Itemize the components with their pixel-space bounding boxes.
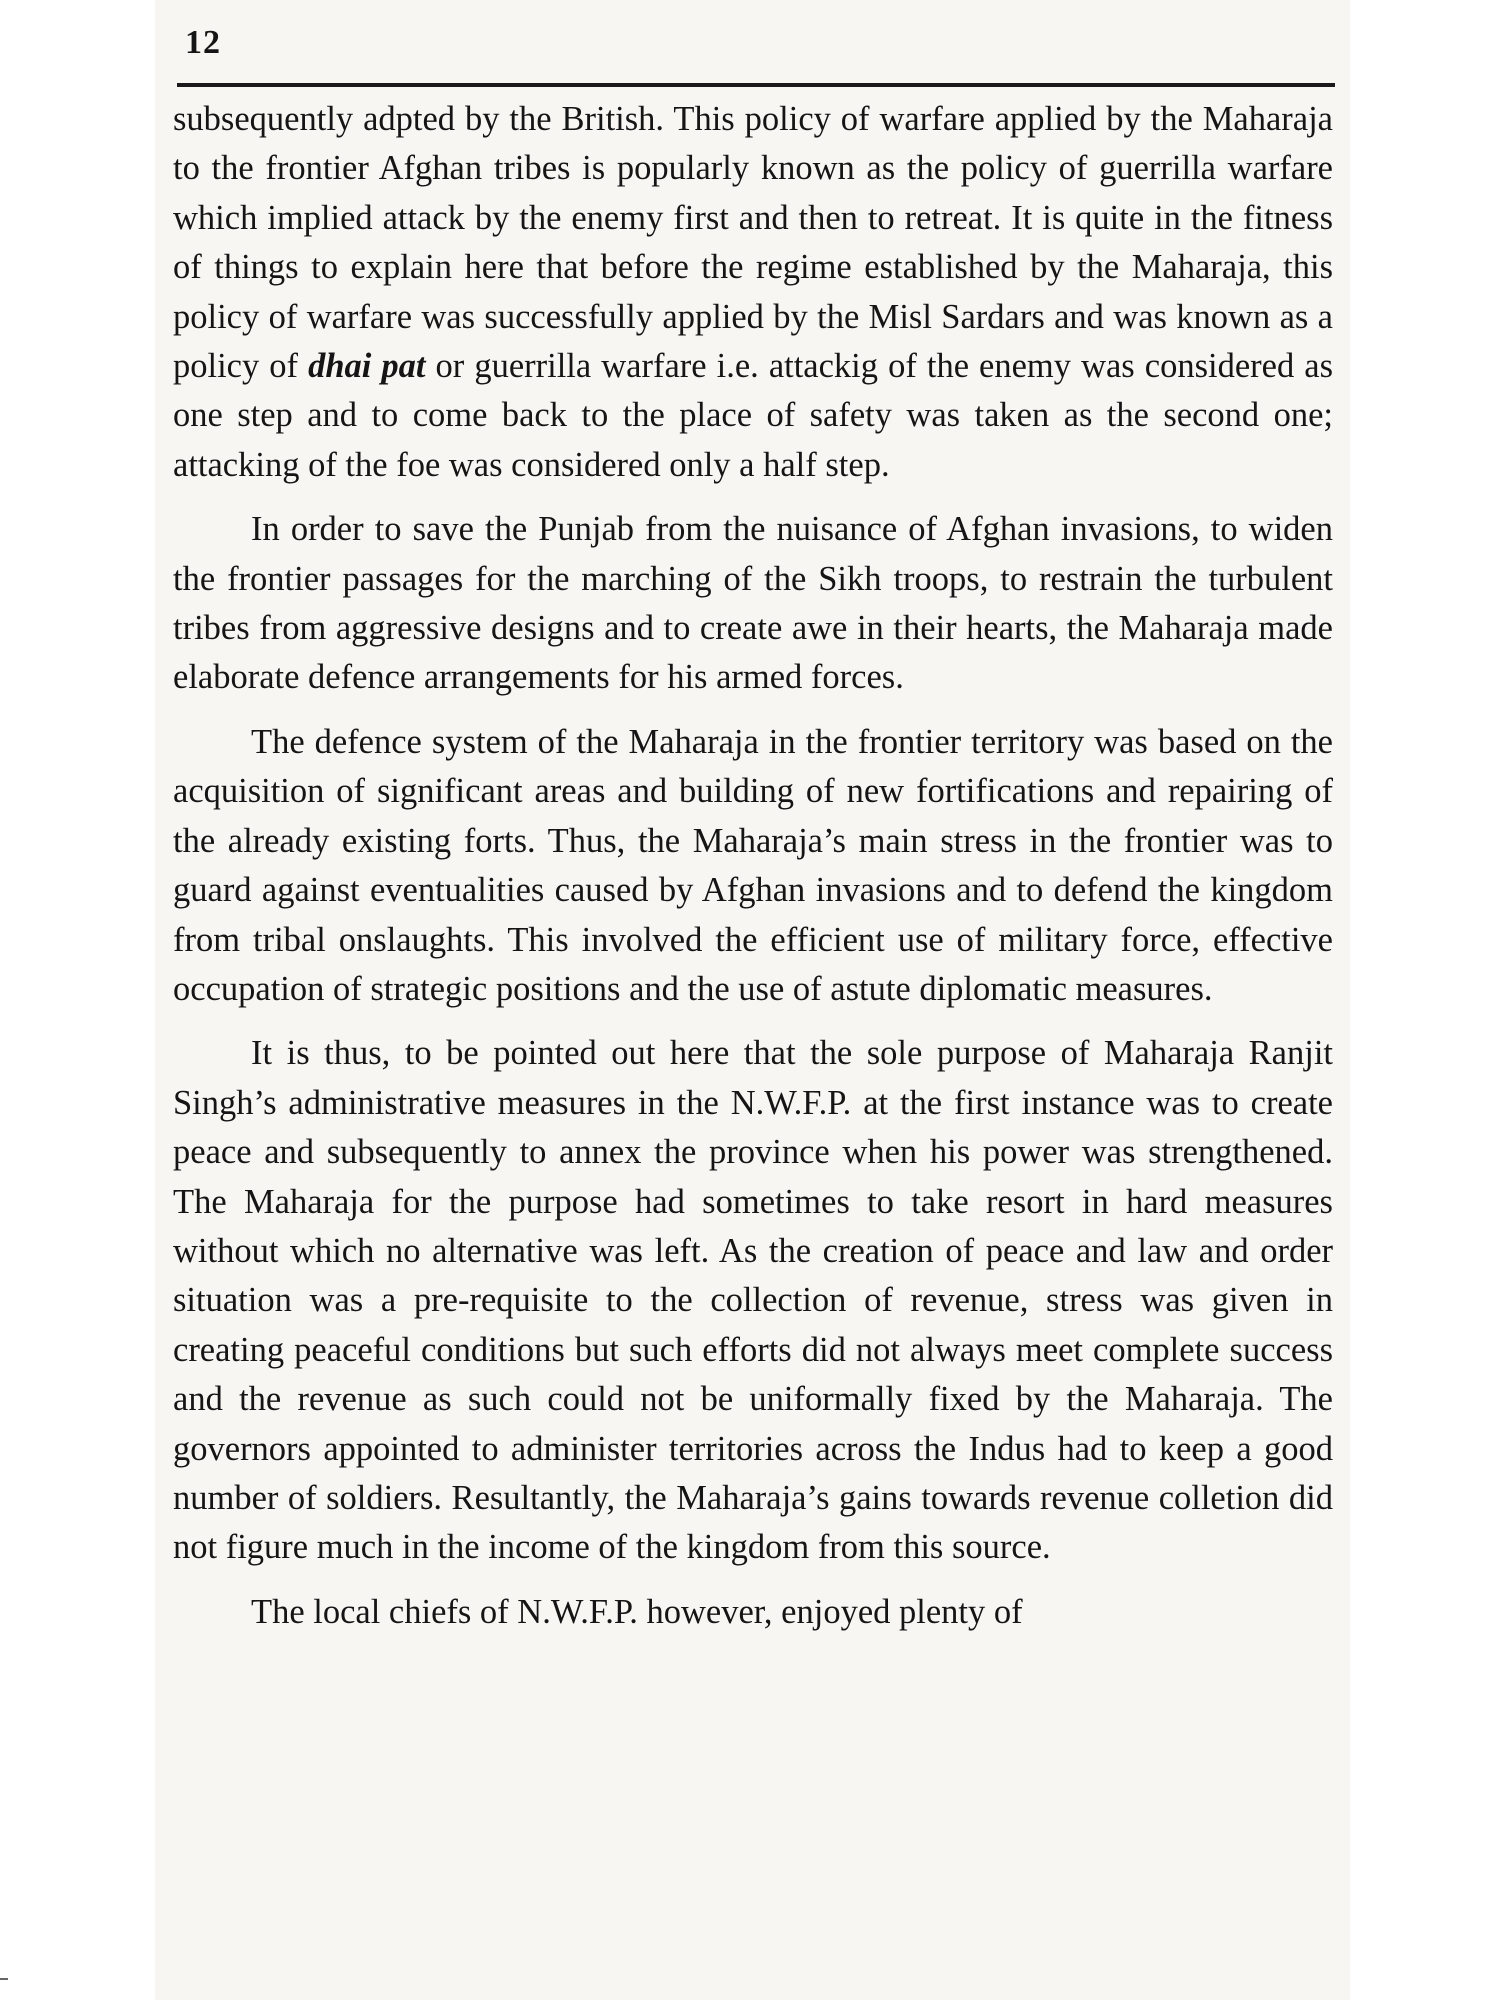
paragraph-1 bbox=[173, 95, 1333, 490]
paragraph-4: It is thus, to be pointed out here that the sole purpose of Maharaja Ranjit Singh’s administrative measures in the N.W.F.P. at the first instance was to create peace and subsequently to annex the province when his power was strengthened. The Maharaja for the purpose had sometimes to take resort in hard measures without which no alternative was left. As the creation of peace and law and order situation was a pre-requisite to the collection of revenue, stress was given in creating peaceful conditions but such efforts did not always meet complete success and the revenue as such could not be uniformally fixed by the Maharaja. The governors appointed to administer territories across the Indus had to keep a good number of soldiers. Resultantly, the Maharaja’s gains towards revenue colletion did not figure much in the income of the kingdom from this source. bbox=[173, 1034, 1333, 1567]
paragraph-1-text-start: subsequently adpted by the British. This policy of warfare applied by the Maharaja to the frontier Afghan tribes is popularly known as the policy of guerrilla warfare which implied attack by the enemy first and then to retreat. It is quite in the fitness of things to explain here that before the regime established by the Maharaja, this policy of warfare was successfully applied by the Misl Sardars and was known as a policy of bbox=[173, 100, 1333, 386]
header-rule bbox=[177, 83, 1335, 87]
paragraph-3: The defence system of the Maharaja in the frontier territory was based on the acquisition of significant areas and building of new fortifications and repairing of the already existing forts. Thus, the Maharaja’s main stress in the frontier was to guard against eventualities caused by Afghan invasions and to defend the kingdom from tribal onslaughts. This involved the efficient use of military force, effective occupation of strategic positions and the use of astute diplomatic measures. bbox=[173, 722, 1333, 1008]
paragraph-2: In order to save the Punjab from the nuisance of Afghan invasions, to widen the frontier passages for the marching of the Sikh troops, to restrain the turbulent tribes from aggressive designs and to create awe in their hearts, the Maharaja made elaborate defence arrangements for his armed forces. bbox=[173, 510, 1333, 697]
body-text bbox=[173, 95, 1333, 1652]
paragraph-5: The local chiefs of N.W.F.P. however, enjoyed plenty of bbox=[251, 1592, 1023, 1631]
paragraph-1-italic-term: dhai pat bbox=[308, 347, 426, 386]
scan-mark bbox=[0, 1978, 8, 1980]
page-number: 12 bbox=[185, 24, 221, 61]
paragraph-1-text-end: or guerrilla warfare i.e. attackig of the enemy was considered as one step and to come back to the place of safety was taken as the second one; attacking of the foe was considered only a half step. bbox=[173, 347, 1334, 484]
